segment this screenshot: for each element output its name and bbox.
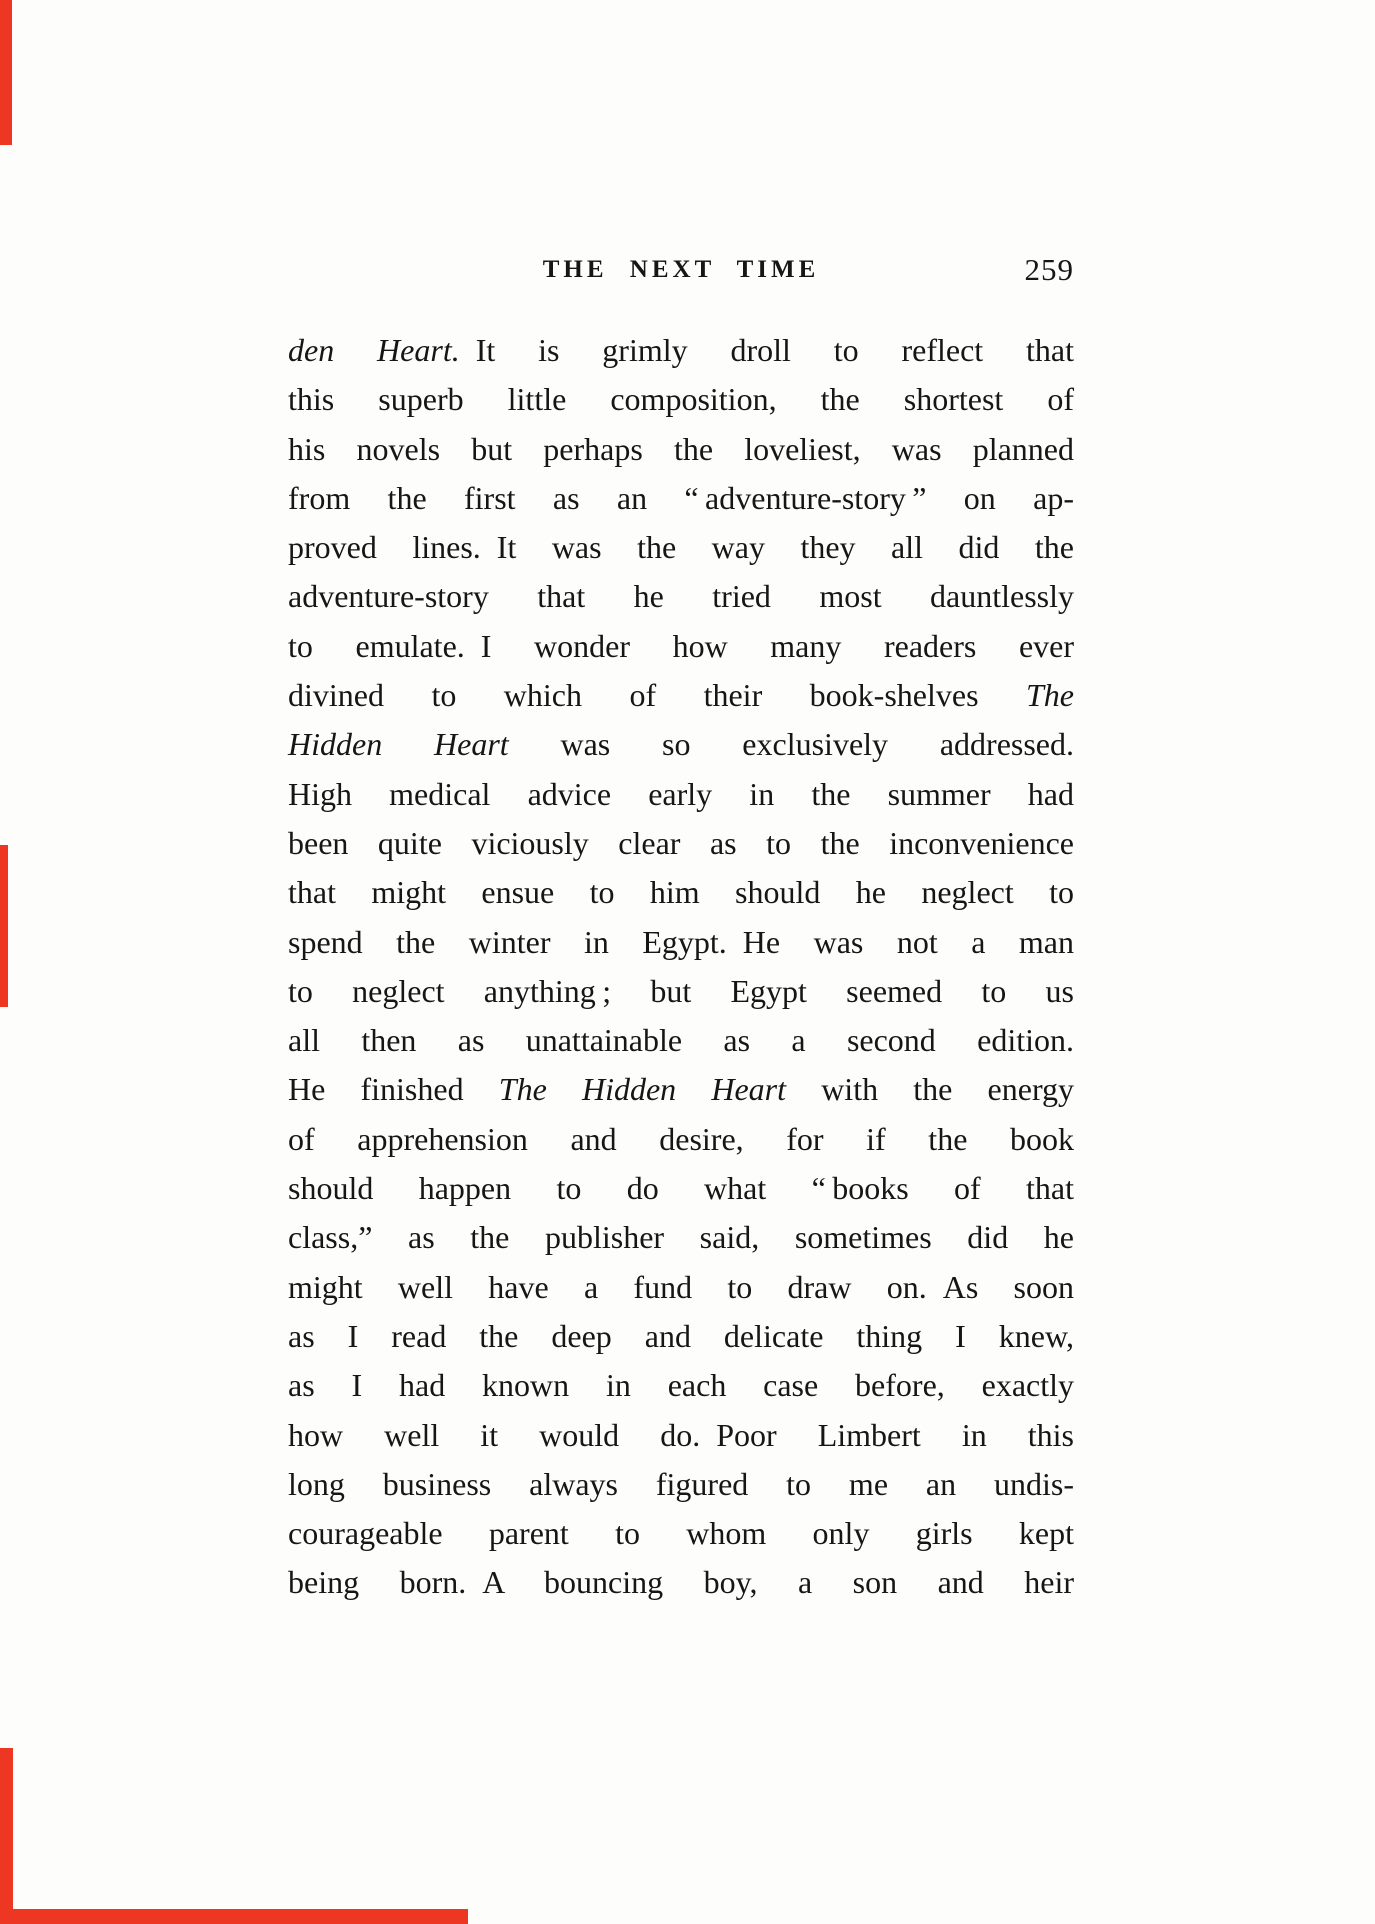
text-line [288,1115,1074,1164]
text-line [288,1558,1074,1607]
text-segment: as I read the deep and delicate thing I knew, [288,1317,1074,1354]
scan-mark-bottom-edge [0,1909,468,1924]
text-line [288,425,1074,474]
text-line [288,1213,1074,1262]
text-line [288,868,1074,917]
text-line [288,819,1074,868]
text-segment: was so exclusively addressed. [508,726,1075,763]
text-line [288,1164,1074,1213]
text-segment: to neglect anything ; but Egypt seemed to us [288,972,1074,1009]
text-line [288,326,1074,375]
text-line [288,474,1074,523]
text-segment: should happen to do what “ books of that [288,1170,1074,1207]
text-line [288,1361,1074,1410]
scan-mark-left-top [0,0,12,145]
text-segment: to emulate. I wonder how many readers ever [288,627,1074,664]
text-segment: how well it would do. Poor Limbert in this [288,1416,1074,1453]
italic-text-segment: The Hidden Heart [498,1071,787,1108]
text-segment: this superb little composition, the shortest of [288,381,1074,418]
italic-text-segment: den Heart. [288,332,460,368]
page-number: 259 [1024,252,1074,287]
text-segment: as I had known in each case before, exactly [288,1367,1074,1404]
text-line [288,671,1074,720]
text-segment: been quite viciously clear as to the inconvenience [288,824,1074,861]
text-segment: class,” as the publisher said, sometimes did he [288,1219,1074,1256]
text-line [288,1016,1074,1065]
text-line [288,1411,1074,1460]
text-line [288,770,1074,819]
scan-mark-left-bottom [0,1748,13,1924]
text-line [288,1509,1074,1558]
running-title: THE NEXT TIME [542,256,820,283]
text-segment: long business always figured to me an undis- [288,1465,1074,1502]
text-line [288,918,1074,967]
text-segment: his novels but perhaps the loveliest, was planned [288,430,1074,467]
scan-mark-left-middle [0,845,8,1007]
text-segment: High medical advice early in the summer had [288,775,1074,812]
italic-text-segment: Hidden Heart [288,726,509,763]
text-line [288,967,1074,1016]
text-segment: being born. A bouncing boy, a son and heir [288,1564,1074,1601]
text-segment: spend the winter in Egypt. He was not a man [288,923,1074,960]
text-line [288,572,1074,621]
text-segment: with the energy [786,1071,1075,1108]
text-line [288,1065,1074,1114]
text-line [288,1460,1074,1509]
body-text [288,326,1074,1608]
text-segment: from the first as an “ adventure-story ” on ap- [288,479,1074,516]
text-segment: of apprehension and desire, for if the book [288,1120,1074,1157]
page-header [288,252,1074,292]
text-segment: divined to which of their book-shelves [288,677,1026,714]
italic-text-segment: The [1026,677,1074,714]
text-segment: It is grimly droll to reflect that [459,332,1074,368]
text-segment: courageable parent to whom only girls kept [288,1515,1074,1552]
text-segment: proved lines. It was the way they all did the [288,529,1074,566]
text-line [288,375,1074,424]
text-line [288,1263,1074,1312]
text-line [288,720,1074,769]
text-segment: might well have a fund to draw on. As soon [288,1268,1074,1305]
text-line [288,523,1074,572]
text-segment: adventure-story that he tried most dauntlessly [288,578,1074,615]
text-line [288,1312,1074,1361]
text-segment: all then as unattainable as a second edition. [288,1022,1074,1059]
text-line [288,622,1074,671]
text-segment: that might ensue to him should he neglect to [288,874,1074,911]
text-segment: He finished [288,1071,499,1108]
